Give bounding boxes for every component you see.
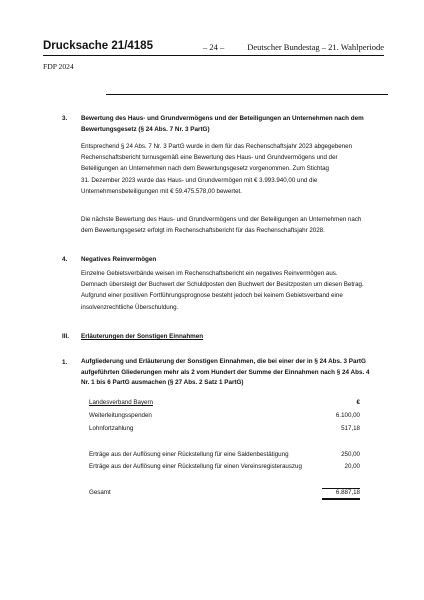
section-3-heading-line-2: Bewertungsgesetz (§ 24 Abs. 7 Nr. 3 PartG) [81, 125, 210, 133]
party-label: FDP 2024 [43, 62, 74, 71]
section-1-heading-line: aufgeführten Gliederungen mehr als 2 vom Hundert der Summe der Einnahmen nach § 24 Abs. 4 [81, 368, 370, 376]
section-3-paragraph-2 [81, 214, 388, 236]
section-4-paragraph [81, 268, 388, 313]
section-1-heading-line: Aufgliederung und Erläuterung der Sonstigen Einnahmen, die bei einer der in § 24 Abs. 3 PartG [81, 358, 366, 365]
paragraph-line: Beteiligungen an Unternehmen nach dem Bewertungsgesetz vorgenommen. Zum Stichtag [81, 165, 329, 173]
paragraph-line: Aufgrund einer positiven Fortführungsprognose besteht jedoch bei keinem Gebietsverband eine [81, 292, 343, 300]
organization-label: Landesverband Bayern [89, 399, 153, 406]
table-row-label: Lohnfortzahlung [89, 425, 134, 432]
paragraph-line: Demnach übersteigt der Buchwert der Schuldposten den Buchwert der Besitzposten um diesen Betrag. [81, 281, 364, 289]
section-4-heading: Negatives Reinvermögen [81, 256, 157, 263]
paragraph-line: Entsprechend § 24 Abs. 7 Nr. 3 PartG wurde in dem für das Rechenschaftsjahr 2023 abgegebenen [81, 143, 353, 150]
table-row-value: 250,00 [341, 451, 360, 458]
currency-header: € [356, 399, 360, 406]
section-3-heading-line-1: Bewertung des Haus- und Grundvermögens und der Beteiligungen an Unternehmen nach dem [81, 115, 364, 122]
section-3-paragraph-1 [81, 141, 388, 197]
header-rule [43, 55, 384, 56]
table-row-value: 20,00 [344, 463, 360, 470]
paragraph-line: 31. Dezember 2023 wurde das Haus- und Grundvermögen mit € 3.993.940,00 und die [81, 176, 318, 184]
paragraph-line: dem Bewertungsgesetz erfolgt im Rechenschaftsbericht für das Rechenschaftsjahr 2028. [81, 227, 325, 235]
paragraph-line: Rechenschaftsbericht turnusgemäß eine Bewertung des Haus- und Grundvermögens und der [81, 154, 338, 162]
paragraph-line: Unternehmensbeteiligungen mit € 59.475.578,00 bewertet. [81, 187, 242, 195]
section-3-heading [81, 114, 364, 135]
total-value: 6.887,18 [335, 489, 360, 496]
table-row-label: Erträge aus der Auflösung einer Rückstellung für eine Saldenbestätigung [89, 451, 289, 458]
section-1-number: 1. [62, 359, 68, 366]
table-row-label: Erträge aus der Auflösung einer Rückstellung für einen Vereinsregisterauszug [89, 463, 302, 470]
section-rule [106, 94, 388, 95]
paragraph-line: insolvenzrechtliche Überschuldung. [81, 303, 179, 311]
section-3-number: 3. [62, 115, 68, 122]
document-number: Drucksache 21/4185 [43, 40, 153, 52]
paragraph-line: Einzelne Gebietsverbände weisen im Rechenschaftsbericht ein negatives Reinvermögen aus. [81, 270, 338, 277]
section-III-number: III. [62, 333, 69, 340]
page-number: – 24 – [203, 42, 225, 52]
parliament-label: Deutscher Bundestag – 21. Wahlperiode [247, 42, 384, 52]
section-4-number: 4. [62, 256, 68, 263]
section-III-heading: Erläuterungen der Sonstigen Einnahmen [81, 333, 204, 340]
paragraph-line: Die nächste Bewertung des Haus- und Grundvermögens und der Beteiligungen an Unternehmen nach [81, 216, 362, 223]
total-label: Gesamt [89, 489, 111, 496]
section-1-heading-line: Nr. 1 bis 6 PartG ausmachen (§ 27 Abs. 2 Satz 1 PartG) [81, 379, 244, 387]
table-row-label: Weiterleitungsspenden [89, 412, 152, 419]
table-row-value: 6.100,00 [335, 412, 360, 419]
table-row-value: 517,18 [341, 425, 360, 432]
section-1-heading [81, 357, 369, 389]
